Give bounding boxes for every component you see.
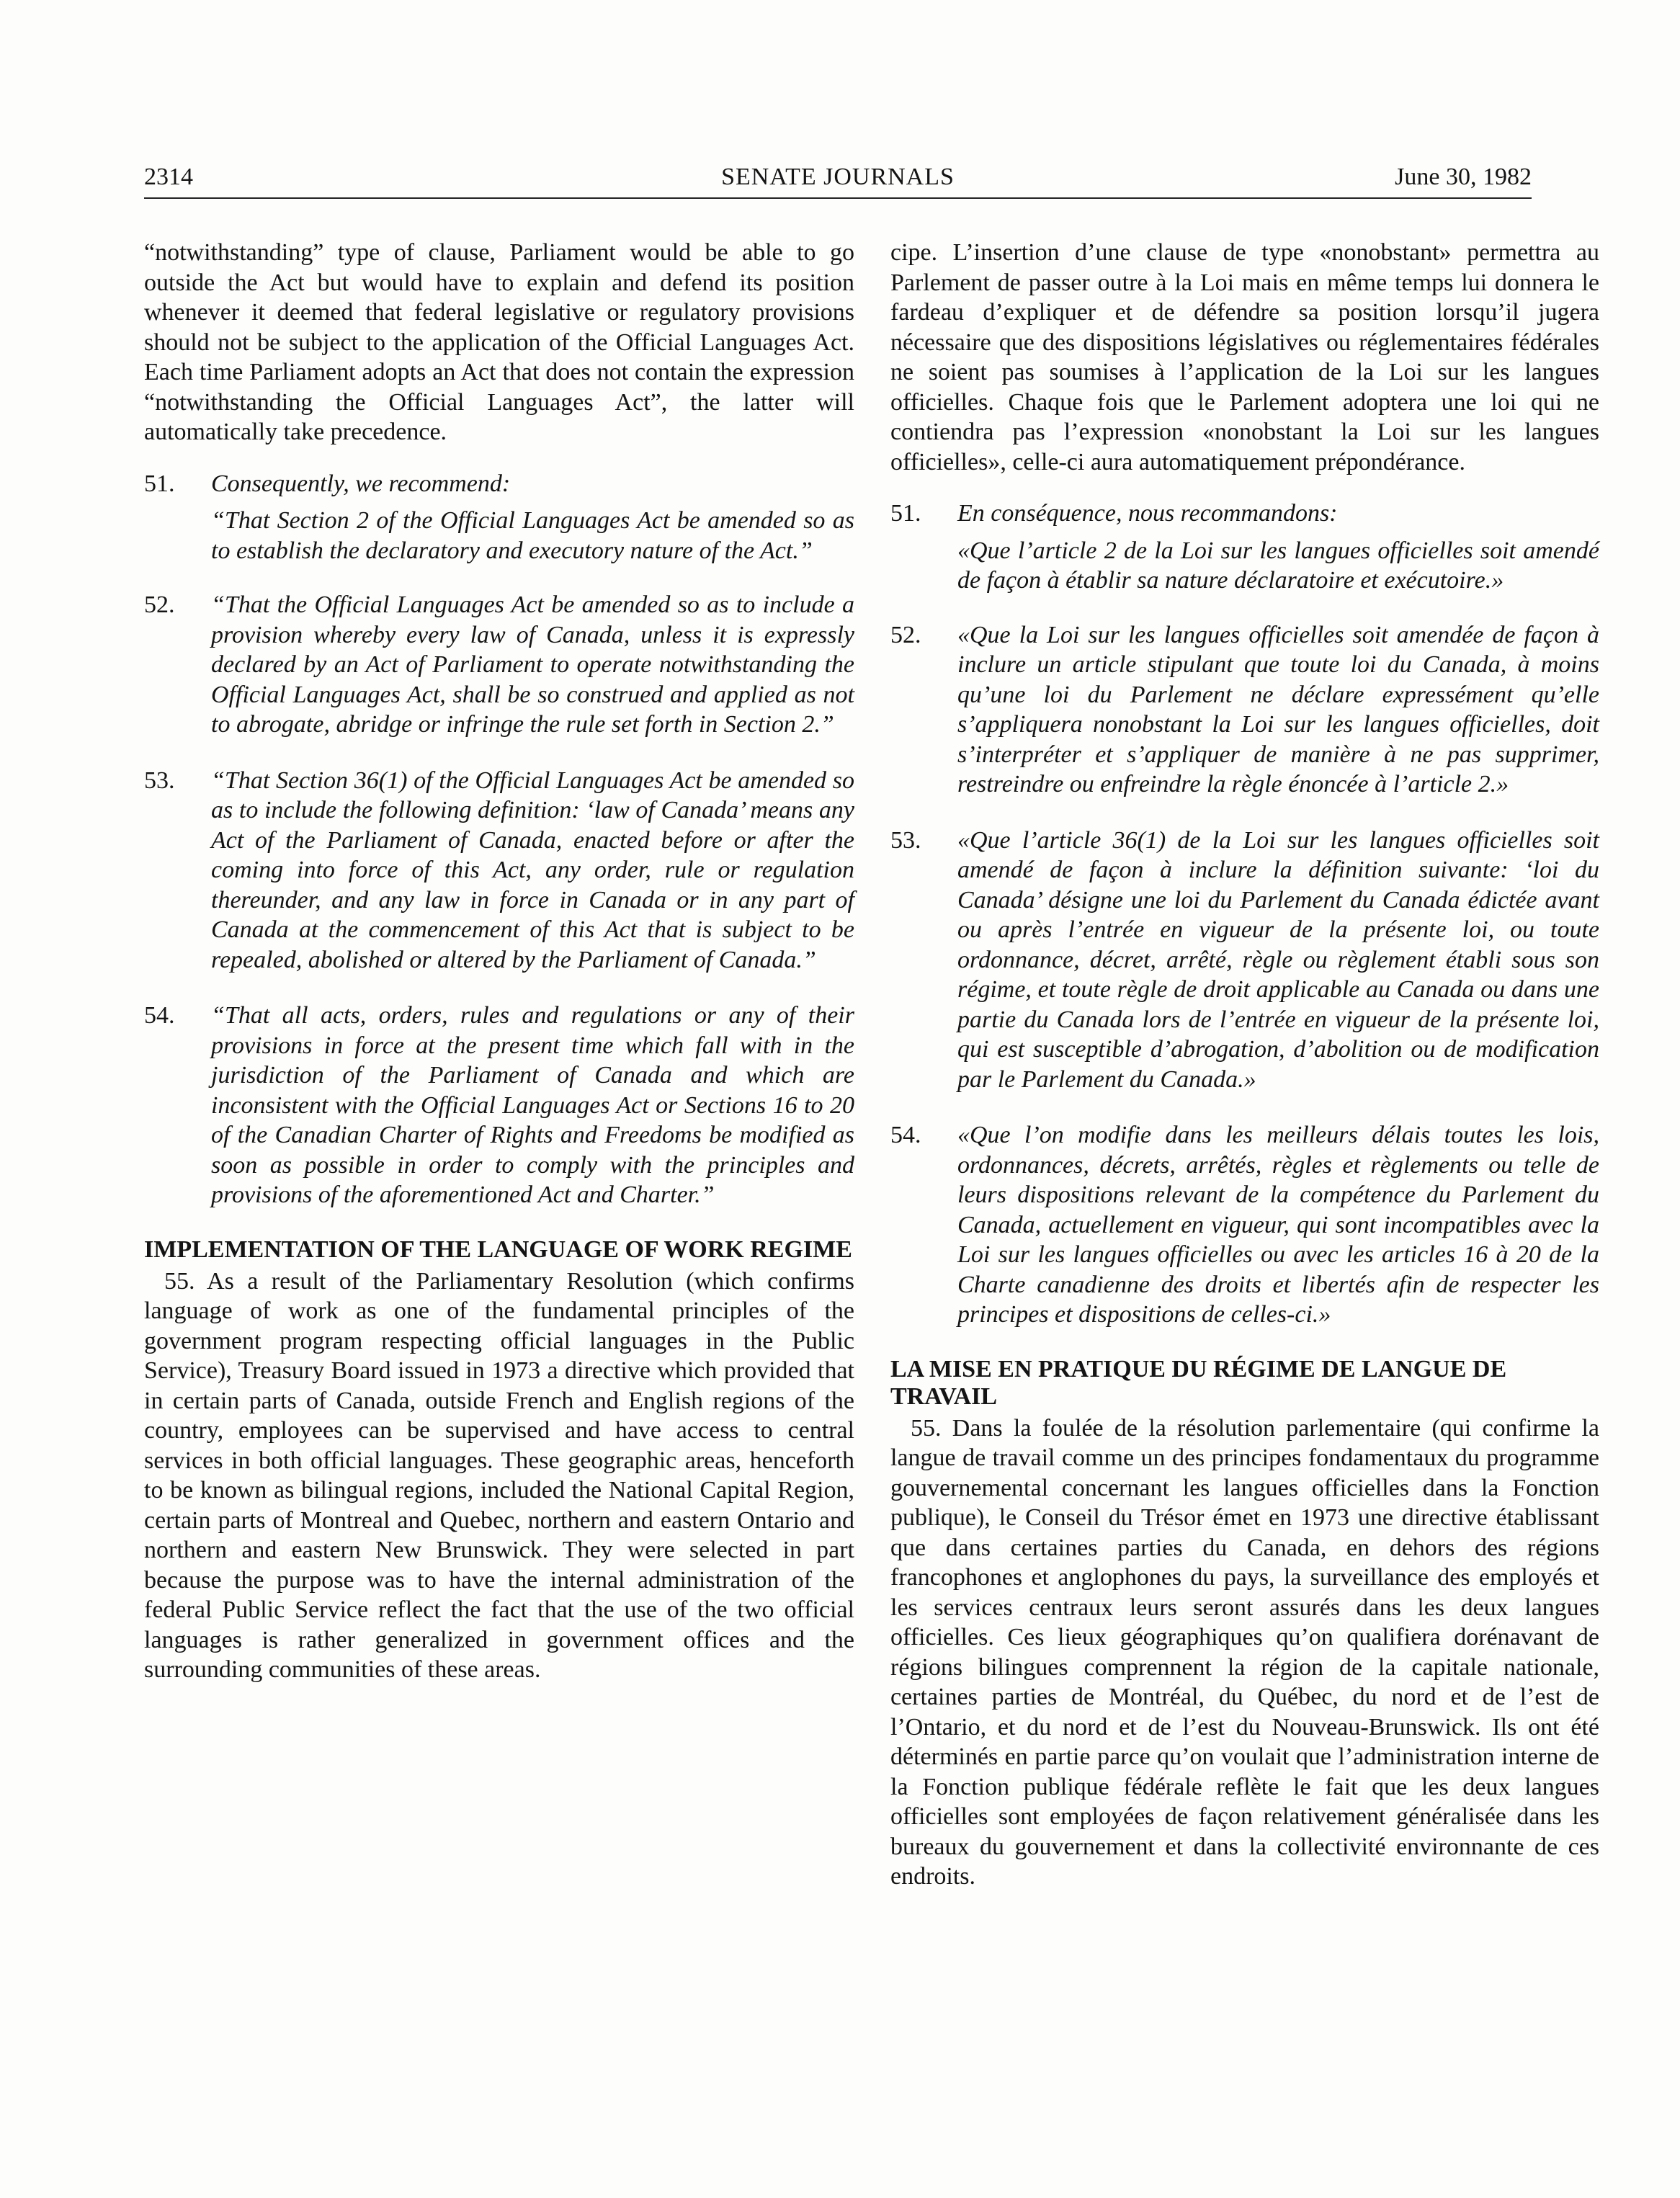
recommendation-54-text: “That all acts, orders, rules and regulations or any of their provisions in force at the present time which fall with in the jurisdiction of the Parliament of Canada and which are inconsistent with the Official Languages Act or Sections 16 to 20 of the Canadian Charter of Rights and Freedoms be modified as soon as possible in order to comply with the principles and provisions of the aforementioned Act and Charter.” (211, 1002, 854, 1208)
recommandation-53-number: 53. (890, 826, 921, 854)
recommendation-53-number: 53. (144, 767, 175, 794)
section-heading-french: LA MISE EN PRATIQUE DU RÉGIME DE LANGUE DE TRAVAIL (890, 1355, 1507, 1410)
page-number: 2314 (144, 164, 193, 190)
recommandation-51-lead-text: En conséquence, nous recommandons: (957, 500, 1338, 527)
english-column (144, 238, 854, 1685)
paragraph-55-english: 55. As a result of the Parliamentary Resolution (which confirms language of work as one of the fundamental principles of the government program respecting official languages in the Public Service), Treasury Board issued in 1973 a directive which provided that in certain parts of Canada, outside French and English regions of the country, employees can be supervised and have access to central services in both official languages. These geographic areas, henceforth to be known as bilingual regions, included the National Capital Region, certain parts of Montreal and Quebec, northern and eastern Ontario and northern and eastern New Brunswick. They were selected in part because the purpose was to have the internal administration of the federal Public Service reflect the fact that the use of the two official languages is rather generalized in government offices and the surrounding communities of these areas. (144, 1267, 854, 1683)
recommendation-52 (144, 590, 854, 740)
recommendation-51-quote: “That Section 2 of the Official Languages Act be amended so as to establish the declaratory and executory nature of the Act.” (211, 507, 854, 564)
recommandation-51-quote: «Que l’article 2 de la Loi sur les langues officielles soit amendé de façon à établir sa nature déclaratoire et exécutoire.» (957, 537, 1599, 594)
french-column (890, 238, 1599, 1892)
journal-date: June 30, 1982 (1395, 164, 1532, 190)
recommandation-52-number: 52. (890, 621, 921, 648)
recommandation-54 (890, 1120, 1599, 1330)
paragraph-55-french: 55. Dans la foulée de la résolution parlementaire (qui confirme la langue de travail comme un des principes fondamentaux du programme gouvernemental concernant les langues officielles dans la Fonction publique), le Conseil du Trésor émet en 1973 une directive établissant que dans certaines parties du Canada, en dehors des régions francophones et anglophones du pays, la surveillance des employés et les services centraux leurs seront assurés dans les deux langues officielles. Ces lieux géographiques qu’on qualifiera dorénavant de régions bilingues comprennent la région de la capitale nationale, certaines parties de Montréal, du Québec, du nord et de l’est de l’Ontario, et du nord et de l’est du Nouveau-Brunswick. Ils ont été déterminés en partie parce qu’on voulait que l’administration interne de la Fonction publique fédérale reflète le fait que les deux langues officielles sont employées de façon relativement généralisée dans les bureaux du gouvernement et dans la collectivité environnante de ces endroits. (890, 1414, 1599, 1890)
running-header (144, 163, 1532, 199)
recommandation-52 (890, 620, 1599, 800)
recommendation-52-number: 52. (144, 591, 175, 618)
journal-title: SENATE JOURNALS (721, 164, 955, 190)
french-intro-paragraph: cipe. L’insertion d’une clause de type «nonobstant» permettra au Parlement de passer outre à la Loi mais en même temps lui donnera le fardeau d’expliquer et de défendre sa position lorsqu’il jugera nécessaire que des dispositions législatives ou réglementaires fédérales ne soient pas soumises à l’application de la Loi sur les langues officielles. Chaque fois que le Parlement adoptera une loi qui ne contiendra pas l’expression «nonobstant la Loi sur les langues officielles», celle-ci aura automatiquement prépondérance. (890, 239, 1599, 475)
recommandation-53-text: «Que l’article 36(1) de la Loi sur les langues officielles soit amendé de façon à inclure la définition suivante: ‘loi du Canada’ désigne une loi du Parlement du Canada édictée avant ou après l’entrée en vigueur de la présente loi, ou toute ordonnance, décret, arrêté, règle ou règlement établi sous son régime, et toute règle de droit applicable au Canada ou dans une partie du Canada lors de l’entrée en vigueur de la présente loi, qui est susceptible d’abrogation, d’abolition ou de modification par le Parlement du Canada.» (957, 826, 1599, 1093)
recommendation-51-number: 51. (144, 470, 175, 497)
recommandation-51-lead (890, 499, 1599, 529)
recommandation-52-text: «Que la Loi sur les langues officielles soit amendée de façon à inclure un article stipulant que toute loi du Canada, à moins qu’une loi du Parlement ne déclare expressément qu’elle s’appliquera nonobstant la Loi sur les langues officielles, doit s’interpréter et s’appliquer de manière à ne pas supprimer, restreindre ou enfreindre la règle énoncée à l’article 2.» (957, 621, 1599, 798)
recommendation-51-lead-text: Consequently, we recommend: (211, 470, 511, 497)
recommendation-53 (144, 766, 854, 975)
recommendation-52-text: “That the Official Languages Act be amended so as to include a provision whereby every law of Canada, unless it is expressly declared by an Act of Parliament to operate notwithstanding the Official Languages Act, shall be so construed and applied as not to abrogate, abridge or infringe the rule set forth in Section 2.” (211, 591, 854, 738)
recommandation-54-text: «Que l’on modifie dans les meilleurs délais toutes les lois, ordonnances, décrets, arrêtés, règles et règlements ou telle de leurs dispositions relevant de la compétence du Parlement du Canada, actuellement en vigueur, qui sont incompatibles avec la Loi sur les langues officielles ou avec les articles 16 à 20 de la Charte canadienne des droits et libertés afin de respecter les principes et dispositions de celles-ci.» (957, 1122, 1599, 1328)
english-intro-paragraph: “notwithstanding” type of clause, Parliament would be able to go outside the Act but would have to explain and defend its position whenever it deemed that federal legislative or regulatory provisions should not be subject to the application of the Official Languages Act. Each time Parliament adopts an Act that does not contain the expression “notwithstanding the Official Languages Act”, the latter will automatically take precedence. (144, 239, 854, 445)
recommendation-54-number: 54. (144, 1002, 175, 1029)
recommendation-53-text: “That Section 36(1) of the Official Languages Act be amended so as to include the following definition: ‘law of Canada’ means any Act of the Parliament of Canada, enacted before or after the coming into force of this Act, any order, rule or regulation thereunder, and any law in force in Canada or in any part of Canada at the commencement of this Act that is subject to be repealed, abolished or altered by the Parliament of Canada.” (211, 767, 854, 973)
recommandation-51-number: 51. (890, 500, 921, 527)
recommandation-54-number: 54. (890, 1122, 921, 1148)
section-heading-english: IMPLEMENTATION OF THE LANGUAGE OF WORK REGIME (144, 1236, 852, 1263)
recommendation-54 (144, 1001, 854, 1210)
recommandation-53 (890, 826, 1599, 1095)
recommendation-51-lead (144, 469, 854, 499)
